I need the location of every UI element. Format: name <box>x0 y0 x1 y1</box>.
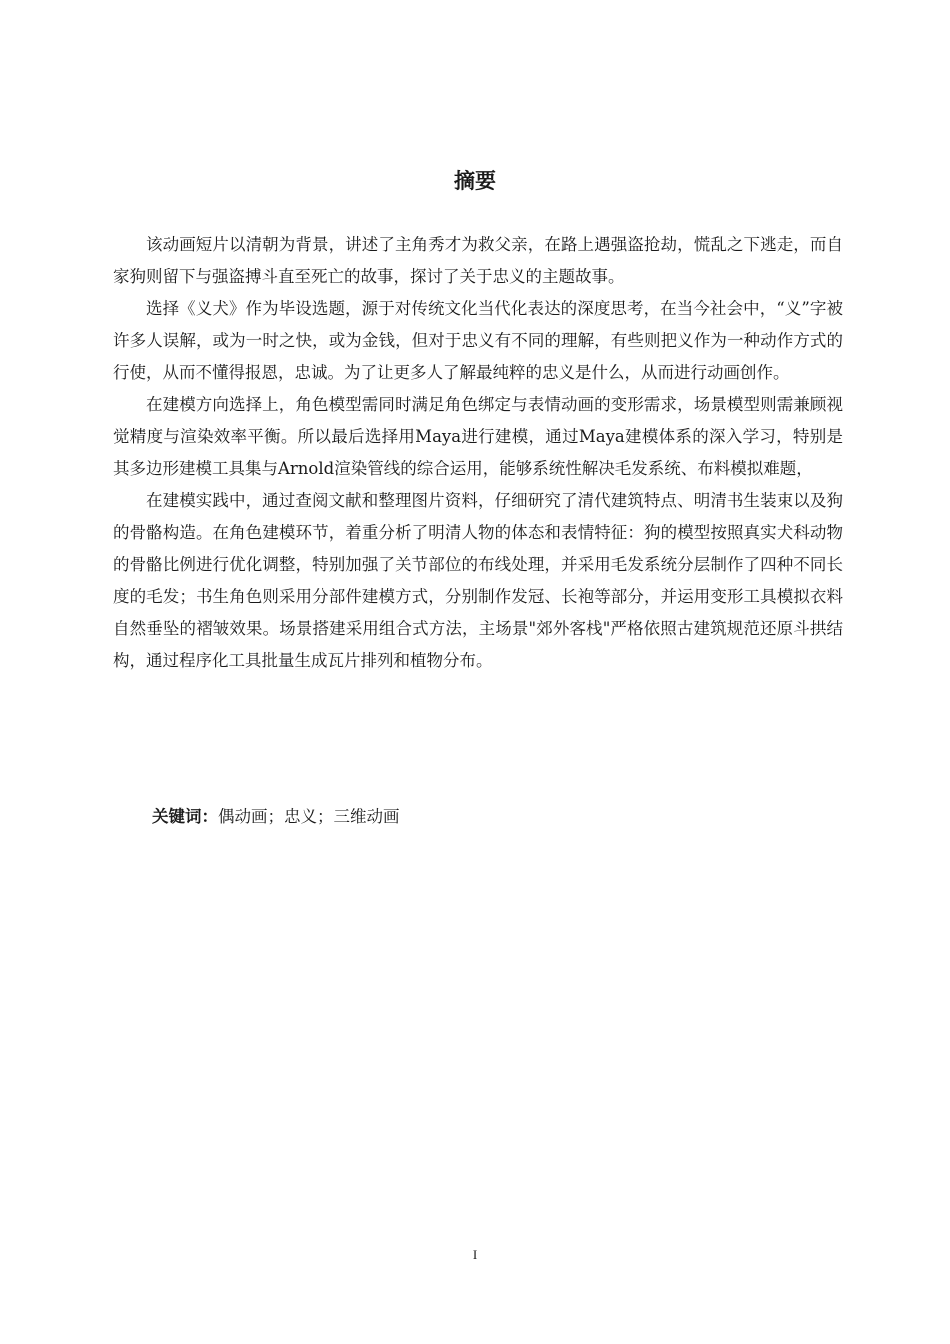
keywords-label: 关键词： <box>152 807 218 826</box>
abstract-paragraph-3: 在建模方向选择上，角色模型需同时满足角色绑定与表情动画的变形需求，场景模型则需兼顾视觉精度与渲染效率平衡。所以最后选择用Maya进行建模，通过Maya建模体系的深入学习，特别是其多边形建模工具集与Arnold渲染管线的综合运用，能够系统性解决毛发系统、布料模拟难题， <box>113 395 843 478</box>
page-title: 摘要 <box>454 169 496 193</box>
abstract-paragraph-4: 在建模实践中，通过查阅文献和整理图片资料，仔细研究了清代建筑特点、明清书生装束以及狗的骨骼构造。在角色建模环节，着重分析了明清人物的体态和表情特征：狗的模型按照真实犬科动物的骨骼比例进行优化调整，特别加强了关节部位的布线处理，并采用毛发系统分层制作了四种不同长度的毛发；书生角色则采用分部件建模方式，分别制作发冠、长袍等部分，并运用变形工具模拟衣料自然垂坠的褶皱效果。场景搭建采用组合式方法，主场景"郊外客栈"严格依照古建筑规范还原斗拱结构，通过程序化工具批量生成瓦片排列和植物分布。 <box>113 491 843 670</box>
abstract-paragraph-2: 选择《义犬》作为毕设选题，源于对传统文化当代化表达的深度思考，在当今社会中，“义”字被许多人误解，或为一时之快，或为金钱，但对于忠义有不同的理解，有些则把义作为一种动作方式的行使，从而不懂得报恩，忠诚。为了让更多人了解最纯粹的忠义是什么，从而进行动画创作。 <box>113 299 843 382</box>
keywords-value: 偶动画；忠义；三维动画 <box>218 807 400 826</box>
page-number: I <box>472 1247 478 1262</box>
keywords-line <box>152 801 400 833</box>
abstract-paragraph-1: 该动画短片以清朝为背景，讲述了主角秀才为救父亲，在路上遇强盗抢劫，慌乱之下逃走，而自家狗则留下与强盗搏斗直至死亡的故事，探讨了关于忠义的主题故事。 <box>113 235 843 286</box>
abstract-body <box>113 229 843 677</box>
